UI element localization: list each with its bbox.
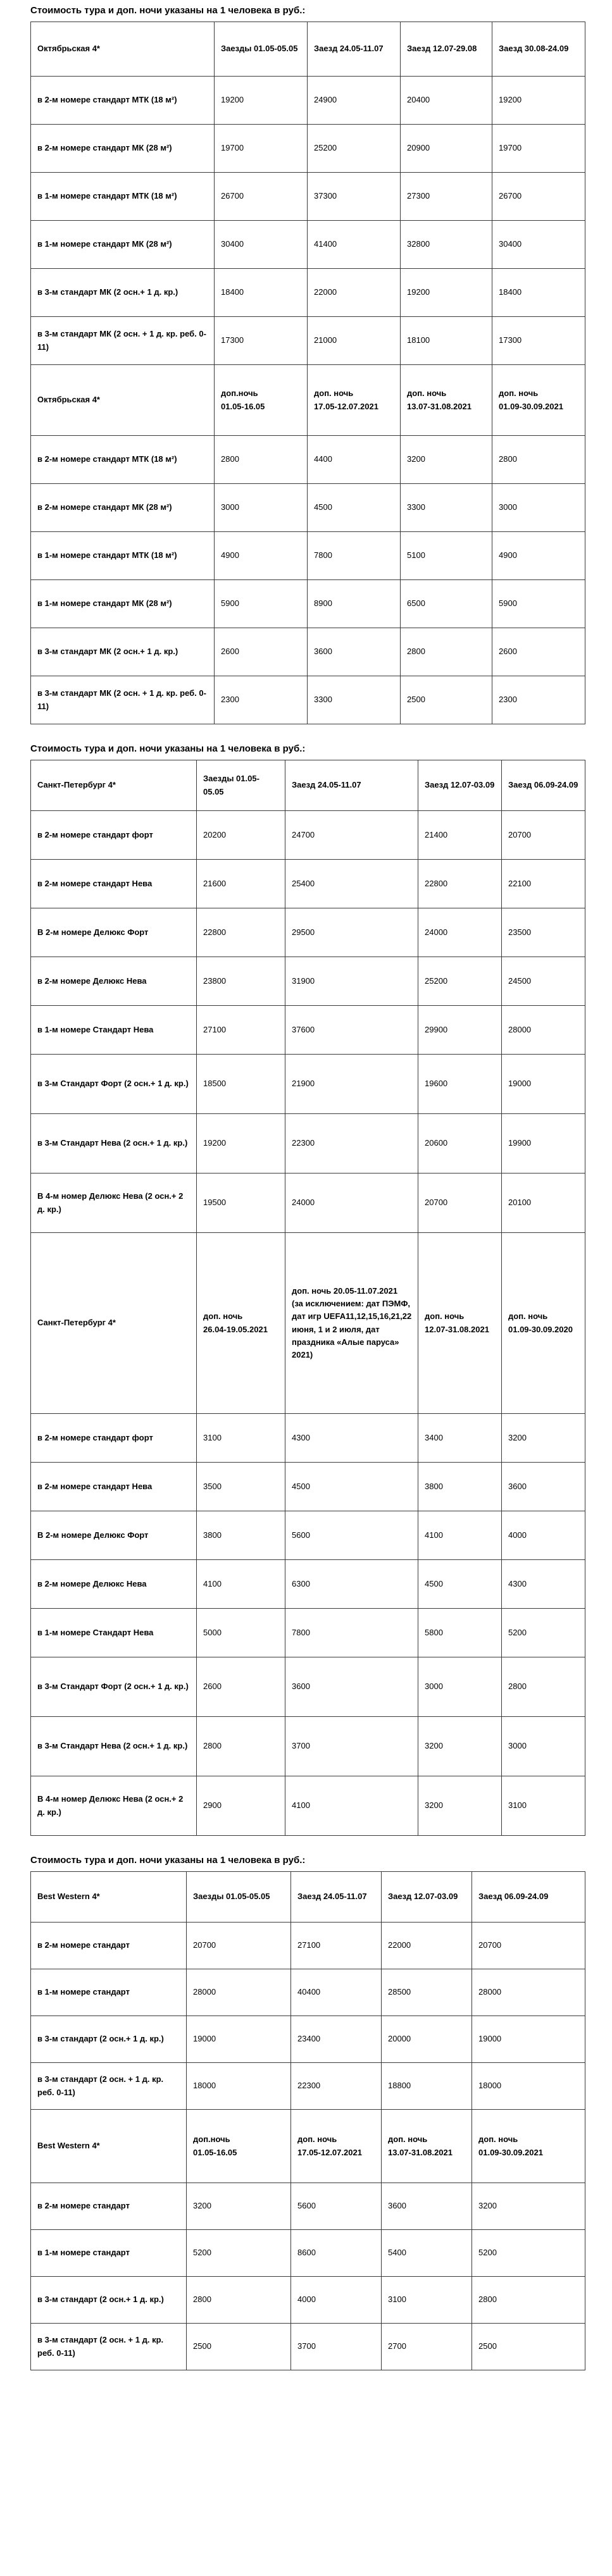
page-content [30, 0, 600, 2370]
period-header-cell: Заезд 24.05-11.07 [291, 1872, 382, 1923]
period-header-cell: Заезд 24.05-11.07 [308, 22, 401, 77]
room-type-cell: в 1-м номере стандарт МК (28 м²) [31, 580, 215, 628]
table-header-row [31, 760, 585, 811]
section-caption: Стоимость тура и доп. ночи указаны на 1 человека в руб.: [30, 743, 306, 754]
price-cell: 3700 [285, 1717, 418, 1776]
price-cell: 3200 [418, 1776, 502, 1836]
price-cell: 7800 [285, 1609, 418, 1657]
price-cell: 4400 [308, 436, 401, 484]
period-header-cell: Заезд 12.07-29.08 [401, 22, 492, 77]
table-row [31, 1560, 585, 1609]
table-row [31, 1717, 585, 1776]
table-row [31, 908, 585, 957]
room-type-cell: в 2-м номере стандарт форт [31, 811, 197, 860]
period-header-cell: доп.ночь 01.05-16.05 [215, 365, 308, 436]
price-cell: 4100 [285, 1776, 418, 1836]
price-cell: 2300 [492, 676, 585, 724]
price-cell: 19000 [187, 2016, 291, 2063]
price-cell: 20600 [418, 1114, 502, 1173]
price-cell: 8600 [291, 2230, 382, 2277]
price-cell: 5000 [197, 1609, 285, 1657]
room-type-cell: в 1-м номере стандарт МК (28 м²) [31, 221, 215, 269]
price-cell: 41400 [308, 221, 401, 269]
room-type-cell: в 3-м стандарт (2 осн.+ 1 д. кр.) [31, 2016, 187, 2063]
hotel-name-cell: Октябрьская 4* [31, 365, 215, 436]
price-cell: 2700 [382, 2324, 472, 2370]
price-cell: 3800 [418, 1463, 502, 1511]
table-header-row [31, 1233, 585, 1414]
price-cell: 20700 [472, 1923, 585, 1969]
table-row [31, 1776, 585, 1836]
price-cell: 2800 [502, 1657, 585, 1717]
table-row [31, 1006, 585, 1055]
price-cell: 18400 [215, 269, 308, 317]
section-oktyabrskaya [30, 0, 600, 724]
price-cell: 27300 [401, 173, 492, 221]
table-row [31, 628, 585, 676]
table-row [31, 1463, 585, 1511]
period-header-cell: доп. ночь 13.07-31.08.2021 [382, 2110, 472, 2183]
price-cell: 2800 [197, 1717, 285, 1776]
hotel-name-cell: Best Western 4* [31, 1872, 187, 1923]
price-cell: 23800 [197, 957, 285, 1006]
price-cell: 4500 [285, 1463, 418, 1511]
room-type-cell: в 2-м номере стандарт МТК (18 м²) [31, 436, 215, 484]
period-header-cell: Заезд 12.07-03.09 [382, 1872, 472, 1923]
price-cell: 4100 [418, 1511, 502, 1560]
price-cell: 8900 [308, 580, 401, 628]
table-row [31, 1055, 585, 1114]
price-cell: 3000 [502, 1717, 585, 1776]
period-header-cell: доп. ночь 20.05-11.07.2021 (за исключением: дат ПЭМФ, дат игр UEFA11,12,15,16,21,22 июня, 1 и 2 июля, дат праздника «Алые паруса» 2021) [285, 1233, 418, 1414]
price-cell: 2600 [197, 1657, 285, 1717]
room-type-cell: в 1-м номере стандарт МТК (18 м²) [31, 532, 215, 580]
price-cell: 5400 [382, 2230, 472, 2277]
price-cell: 20700 [418, 1173, 502, 1233]
price-cell: 28000 [502, 1006, 585, 1055]
room-type-cell: в 2-м номере стандарт МТК (18 м²) [31, 77, 215, 125]
room-type-cell: В 4-м номер Делюкс Нева (2 осн.+ 2 д. кр.) [31, 1776, 197, 1836]
price-cell: 3200 [472, 2183, 585, 2230]
price-cell: 3600 [308, 628, 401, 676]
price-cell: 18100 [401, 317, 492, 365]
price-cell: 22000 [382, 1923, 472, 1969]
price-cell: 19600 [418, 1055, 502, 1114]
price-cell: 18000 [472, 2063, 585, 2110]
price-cell: 19700 [492, 125, 585, 173]
table-row [31, 221, 585, 269]
price-cell: 5100 [401, 532, 492, 580]
table-row [31, 580, 585, 628]
table-row [31, 957, 585, 1006]
period-header-cell: доп. ночь 01.09-30.09.2021 [472, 2110, 585, 2183]
table-row [31, 1969, 585, 2016]
price-cell: 2800 [492, 436, 585, 484]
table-row [31, 2183, 585, 2230]
period-header-cell: Заезды 01.05-05.05 [215, 22, 308, 77]
price-cell: 25200 [308, 125, 401, 173]
price-cell: 3100 [502, 1776, 585, 1836]
price-cell: 24900 [308, 77, 401, 125]
price-cell: 20000 [382, 2016, 472, 2063]
price-cell: 31900 [285, 957, 418, 1006]
price-cell: 18800 [382, 2063, 472, 2110]
room-type-cell: в 2-м номере стандарт Нева [31, 1463, 197, 1511]
price-table-oktyabrskaya [30, 22, 585, 724]
period-header-cell: доп. ночь 01.09-30.09.2020 [502, 1233, 585, 1414]
table-row [31, 532, 585, 580]
price-cell: 19500 [197, 1173, 285, 1233]
price-cell: 3600 [285, 1657, 418, 1717]
price-cell: 23400 [291, 2016, 382, 2063]
price-cell: 2800 [472, 2277, 585, 2324]
price-cell: 22300 [291, 2063, 382, 2110]
period-header-cell: Заезд 12.07-03.09 [418, 760, 502, 811]
table-row [31, 860, 585, 908]
room-type-cell: в 3-м стандарт МК (2 осн. + 1 д. кр. реб. 0-11) [31, 676, 215, 724]
price-cell: 26700 [215, 173, 308, 221]
room-type-cell: В 2-м номере Делюкс Форт [31, 908, 197, 957]
room-type-cell: в 2-м номере Делюкс Нева [31, 957, 197, 1006]
price-cell: 25200 [418, 957, 502, 1006]
period-header-cell: Заезд 30.08-24.09 [492, 22, 585, 77]
table-row [31, 1923, 585, 1969]
price-cell: 20200 [197, 811, 285, 860]
section-caption: Стоимость тура и доп. ночи указаны на 1 человека в руб.: [30, 1855, 306, 1866]
price-cell: 3600 [382, 2183, 472, 2230]
price-cell: 5600 [285, 1511, 418, 1560]
price-cell: 2800 [187, 2277, 291, 2324]
price-cell: 19900 [502, 1114, 585, 1173]
period-header-cell: Заезды 01.05-05.05 [187, 1872, 291, 1923]
price-cell: 3200 [187, 2183, 291, 2230]
table-row [31, 811, 585, 860]
price-cell: 5200 [502, 1609, 585, 1657]
room-type-cell: в 2-м номере стандарт Нева [31, 860, 197, 908]
room-type-cell: в 1-м номере Стандарт Нева [31, 1609, 197, 1657]
room-type-cell: в 3-м стандарт МК (2 осн.+ 1 д. кр.) [31, 628, 215, 676]
room-type-cell: в 3-м стандарт (2 осн. + 1 д. кр. реб. 0-11) [31, 2063, 187, 2110]
table-body [31, 1872, 585, 2370]
price-cell: 18000 [187, 2063, 291, 2110]
table-row [31, 2324, 585, 2370]
price-cell: 4100 [197, 1560, 285, 1609]
price-cell: 6300 [285, 1560, 418, 1609]
table-row [31, 2230, 585, 2277]
room-type-cell: в 2-м номере стандарт МК (28 м²) [31, 484, 215, 532]
price-cell: 3800 [197, 1511, 285, 1560]
price-cell: 18500 [197, 1055, 285, 1114]
price-cell: 5900 [492, 580, 585, 628]
price-cell: 6500 [401, 580, 492, 628]
price-cell: 24000 [418, 908, 502, 957]
price-cell: 4000 [502, 1511, 585, 1560]
period-header-cell: доп. ночь 12.07-31.08.2021 [418, 1233, 502, 1414]
price-cell: 3000 [418, 1657, 502, 1717]
price-cell: 27100 [291, 1923, 382, 1969]
period-header-cell: доп. ночь 01.09-30.09.2021 [492, 365, 585, 436]
hotel-name-cell: Санкт-Петербург 4* [31, 1233, 197, 1414]
price-cell: 5900 [215, 580, 308, 628]
room-type-cell: в 3-м стандарт (2 осн. + 1 д. кр. реб. 0-11) [31, 2324, 187, 2370]
room-type-cell: в 1-м номере стандарт МТК (18 м²) [31, 173, 215, 221]
table-row [31, 317, 585, 365]
table-row [31, 2016, 585, 2063]
price-cell: 3300 [401, 484, 492, 532]
price-cell: 4500 [308, 484, 401, 532]
table-row [31, 125, 585, 173]
price-cell: 5200 [472, 2230, 585, 2277]
room-type-cell: в 3-м Стандарт Нева (2 осн.+ 1 д. кр.) [31, 1114, 197, 1173]
period-header-cell: доп. ночь 17.05-12.07.2021 [291, 2110, 382, 2183]
price-cell: 21900 [285, 1055, 418, 1114]
price-cell: 19200 [401, 269, 492, 317]
price-cell: 26700 [492, 173, 585, 221]
price-cell: 24700 [285, 811, 418, 860]
price-cell: 24500 [502, 957, 585, 1006]
price-cell: 17300 [492, 317, 585, 365]
price-cell: 5200 [187, 2230, 291, 2277]
price-cell: 3100 [197, 1414, 285, 1463]
price-cell: 3300 [308, 676, 401, 724]
price-cell: 4900 [215, 532, 308, 580]
price-cell: 4900 [492, 532, 585, 580]
room-type-cell: в 3-м Стандарт Форт (2 осн.+ 1 д. кр.) [31, 1657, 197, 1717]
room-type-cell: в 2-м номере стандарт [31, 2183, 187, 2230]
room-type-cell: в 2-м номере стандарт [31, 1923, 187, 1969]
table-row [31, 436, 585, 484]
price-cell: 29500 [285, 908, 418, 957]
price-cell: 20700 [502, 811, 585, 860]
table-row [31, 1511, 585, 1560]
room-type-cell: в 3-м Стандарт Форт (2 осн.+ 1 д. кр.) [31, 1055, 197, 1114]
table-row [31, 1114, 585, 1173]
price-cell: 2800 [401, 628, 492, 676]
price-cell: 4000 [291, 2277, 382, 2324]
price-cell: 2600 [492, 628, 585, 676]
price-cell: 3200 [401, 436, 492, 484]
price-cell: 3400 [418, 1414, 502, 1463]
period-header-cell: доп. ночь 26.04-19.05.2021 [197, 1233, 285, 1414]
price-cell: 3200 [418, 1717, 502, 1776]
table-row [31, 1173, 585, 1233]
table-body [31, 22, 585, 724]
price-cell: 2500 [401, 676, 492, 724]
price-cell: 19200 [215, 77, 308, 125]
price-cell: 3700 [291, 2324, 382, 2370]
price-cell: 19000 [472, 2016, 585, 2063]
price-cell: 3000 [215, 484, 308, 532]
price-cell: 3100 [382, 2277, 472, 2324]
price-cell: 22100 [502, 860, 585, 908]
table-row [31, 173, 585, 221]
room-type-cell: в 3-м Стандарт Нева (2 осн.+ 1 д. кр.) [31, 1717, 197, 1776]
price-cell: 30400 [215, 221, 308, 269]
table-row [31, 1609, 585, 1657]
price-cell: 2500 [472, 2324, 585, 2370]
price-cell: 37600 [285, 1006, 418, 1055]
price-table-best-western [30, 1871, 585, 2370]
room-type-cell: в 1-м номере стандарт [31, 1969, 187, 2016]
price-cell: 2900 [197, 1776, 285, 1836]
price-cell: 3500 [197, 1463, 285, 1511]
price-cell: 28000 [187, 1969, 291, 2016]
price-cell: 25400 [285, 860, 418, 908]
table-row [31, 1657, 585, 1717]
price-cell: 7800 [308, 532, 401, 580]
price-cell: 28000 [472, 1969, 585, 2016]
room-type-cell: в 3-м стандарт (2 осн.+ 1 д. кр.) [31, 2277, 187, 2324]
period-header-cell: доп.ночь 01.05-16.05 [187, 2110, 291, 2183]
period-header-cell: Заезд 06.09-24.09 [502, 760, 585, 811]
table-body [31, 760, 585, 1836]
table-row [31, 2063, 585, 2110]
price-cell: 19200 [197, 1114, 285, 1173]
room-type-cell: в 1-м номере стандарт [31, 2230, 187, 2277]
period-header-cell: Заезд 06.09-24.09 [472, 1872, 585, 1923]
hotel-name-cell: Санкт-Петербург 4* [31, 760, 197, 811]
table-row [31, 77, 585, 125]
price-cell: 4500 [418, 1560, 502, 1609]
price-cell: 30400 [492, 221, 585, 269]
price-cell: 22000 [308, 269, 401, 317]
price-cell: 40400 [291, 1969, 382, 2016]
price-cell: 5800 [418, 1609, 502, 1657]
price-cell: 20900 [401, 125, 492, 173]
price-cell: 21000 [308, 317, 401, 365]
price-cell: 2300 [215, 676, 308, 724]
section-caption: Стоимость тура и доп. ночи указаны на 1 человека в руб.: [30, 5, 306, 16]
room-type-cell: в 2-м номере стандарт форт [31, 1414, 197, 1463]
table-header-row [31, 1872, 585, 1923]
price-cell: 27100 [197, 1006, 285, 1055]
price-cell: 3200 [502, 1414, 585, 1463]
table-row [31, 484, 585, 532]
price-cell: 2500 [187, 2324, 291, 2370]
price-cell: 21600 [197, 860, 285, 908]
room-type-cell: В 4-м номер Делюкс Нева (2 осн.+ 2 д. кр.) [31, 1173, 197, 1233]
period-header-cell: доп. ночь 17.05-12.07.2021 [308, 365, 401, 436]
price-cell: 3000 [492, 484, 585, 532]
table-row [31, 269, 585, 317]
price-cell: 19000 [502, 1055, 585, 1114]
period-header-cell: доп. ночь 13.07-31.08.2021 [401, 365, 492, 436]
price-cell: 29900 [418, 1006, 502, 1055]
price-cell: 23500 [502, 908, 585, 957]
period-header-cell: Заезды 01.05-05.05 [197, 760, 285, 811]
price-cell: 28500 [382, 1969, 472, 2016]
price-cell: 20400 [401, 77, 492, 125]
table-row [31, 2277, 585, 2324]
price-cell: 2600 [215, 628, 308, 676]
room-type-cell: в 2-м номере стандарт МК (28 м²) [31, 125, 215, 173]
hotel-name-cell: Октябрьская 4* [31, 22, 215, 77]
price-cell: 21400 [418, 811, 502, 860]
price-cell: 32800 [401, 221, 492, 269]
price-cell: 19200 [492, 77, 585, 125]
room-type-cell: в 3-м стандарт МК (2 осн. + 1 д. кр. реб. 0-11) [31, 317, 215, 365]
hotel-name-cell: Best Western 4* [31, 2110, 187, 2183]
price-table-sankt-peterburg [30, 760, 585, 1836]
price-cell: 20700 [187, 1923, 291, 1969]
table-header-row [31, 22, 585, 77]
table-header-row [31, 2110, 585, 2183]
table-row [31, 676, 585, 724]
room-type-cell: В 2-м номере Делюкс Форт [31, 1511, 197, 1560]
period-header-cell: Заезд 24.05-11.07 [285, 760, 418, 811]
price-cell: 3600 [502, 1463, 585, 1511]
table-header-row [31, 365, 585, 436]
price-cell: 4300 [285, 1414, 418, 1463]
room-type-cell: в 3-м стандарт МК (2 осн.+ 1 д. кр.) [31, 269, 215, 317]
room-type-cell: в 1-м номере Стандарт Нева [31, 1006, 197, 1055]
price-cell: 22800 [418, 860, 502, 908]
price-cell: 18400 [492, 269, 585, 317]
room-type-cell: в 2-м номере Делюкс Нева [31, 1560, 197, 1609]
price-cell: 5600 [291, 2183, 382, 2230]
price-cell: 24000 [285, 1173, 418, 1233]
price-cell: 37300 [308, 173, 401, 221]
price-cell: 22800 [197, 908, 285, 957]
price-cell: 19700 [215, 125, 308, 173]
section-sankt-peterburg [30, 738, 600, 1836]
price-cell: 22300 [285, 1114, 418, 1173]
section-best-western [30, 1850, 600, 2370]
price-cell: 17300 [215, 317, 308, 365]
price-cell: 20100 [502, 1173, 585, 1233]
price-cell: 4300 [502, 1560, 585, 1609]
price-cell: 2800 [215, 436, 308, 484]
table-row [31, 1414, 585, 1463]
